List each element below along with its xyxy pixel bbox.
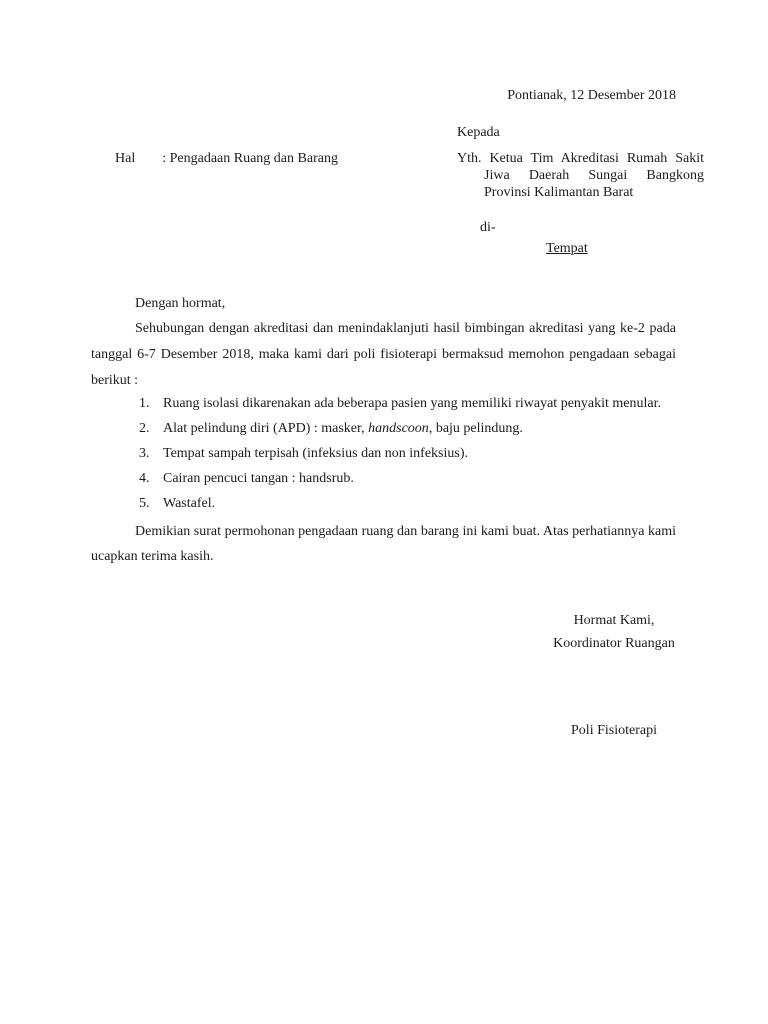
list-item [139,491,676,516]
closing-paragraph: Demikian surat permohonan pengadaan ruang dan barang ini kami buat. Atas perhatiannya kami ucapkan terima kasih. [91,524,676,564]
opening-paragraph: Sehubungan dengan akreditasi dan menindaklanjuti hasil bimbingan akreditasi yang ke-2 pada tanggal 6-7 Desember 2018, maka kami dari poli fisioterapi bermaksud memohon pengadaan sebagai berikut : [91,321,676,388]
list-item-number: 4. [139,471,150,486]
list-item-number: 2. [139,421,150,436]
list-item [139,391,676,416]
recipient-address: Yth. Ketua Tim Akreditasi Rumah Sakit Jiwa Daerah Sungai Bangkong Provinsi Kalimantan Barat [457,151,704,200]
list-item-text: Wastafel. [163,496,216,511]
list-item-text: Cairan pencuci tangan : handsrub. [163,471,354,486]
list-item-number: 3. [139,446,150,461]
salutation: Dengan hormat, [135,296,226,311]
list-item-number: 1. [139,396,150,411]
signature-unit: Poli Fisioterapi [571,723,657,738]
list-item [139,466,676,491]
list-item-number: 5. [139,496,150,511]
subject-label: Hal [115,151,136,166]
signature-salutation: Hormat Kami, [573,613,655,628]
subject-value: : Pengadaan Ruang dan Barang [162,151,338,166]
list-item-text: Alat pelindung diri (APD) : masker, handscoon, baju pelindung. [163,421,523,436]
signature-block [529,609,699,655]
subject-line [115,149,338,169]
request-list [139,391,676,516]
recipient-tempat: Tempat [546,241,588,256]
list-item-text: Ruang isolasi dikarenakan ada beberapa pasien yang memiliki riwayat penyakit menular. [163,396,661,411]
recipient-di: di- [480,220,496,235]
letter-date: Pontianak, 12 Desember 2018 [507,88,676,103]
recipient-kepada: Kepada [457,125,500,140]
list-item [139,416,676,441]
list-item [139,441,676,466]
signature-title: Koordinator Ruangan [553,636,675,651]
list-item-text: Tempat sampah terpisah (infeksius dan non infeksius). [163,446,469,461]
